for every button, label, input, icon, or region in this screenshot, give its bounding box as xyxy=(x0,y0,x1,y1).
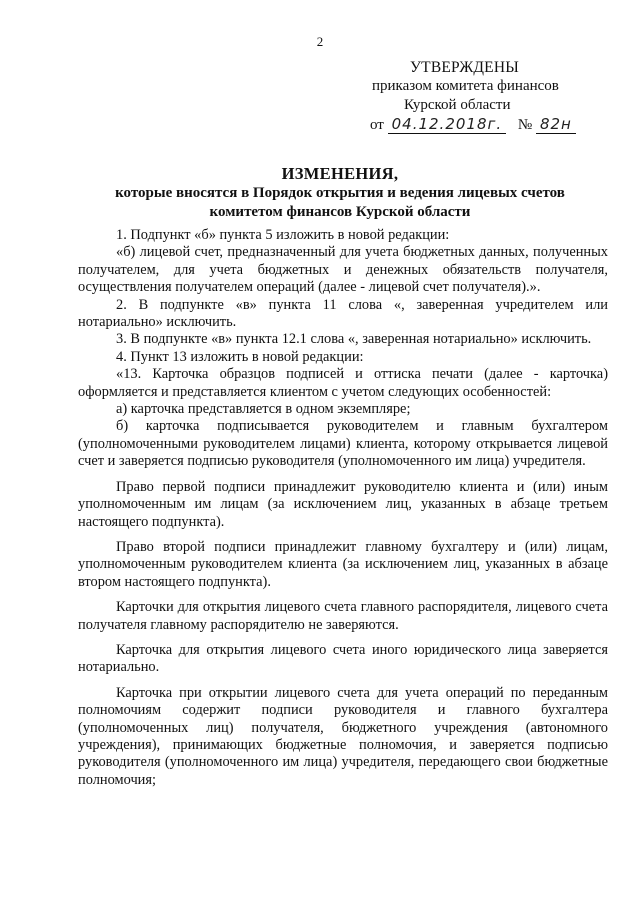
paragraph: Право первой подписи принадлежит руководителю клиента и (или) иным уполномоченным им лицам (за исключением лиц, указанных в абзаце третьем настоящего подпункта). xyxy=(78,478,608,530)
paragraph: Право второй подписи принадлежит главному бухгалтеру и (или) лицам, уполномоченным руководителем клиента (за исключением лиц, указанных в абзаце втором настоящего подпункта). xyxy=(78,538,608,590)
paragraph: Карточки для открытия лицевого счета главного распорядителя, лицевого счета получателя главному распорядителю не заверяются. xyxy=(78,599,608,633)
approval-title: УТВЕРЖДЕНЫ xyxy=(410,59,519,76)
approval-block xyxy=(366,58,596,137)
paragraph: 4. Пункт 13 изложить в новой редакции: xyxy=(116,348,364,365)
paragraph: 2. В подпункте «в» пункта 11 слова «, заверенная учредителем или нотариально» исключить. xyxy=(78,296,608,331)
heading-title: ИЗМЕНЕНИЯ, xyxy=(281,164,399,183)
approval-region-line: Курской области xyxy=(404,97,511,113)
paragraph: б) карточка подписывается руководителем и главным бухгалтером (уполномоченными руководителем лицами) клиента, которому открывается лицевой счет и заверяется подписью руководителя (уполномоченного им лица) учредителя. xyxy=(78,418,608,470)
document-heading xyxy=(60,164,620,222)
paragraph: «13. Карточка образцов подписей и оттиска печати (далее - карточка) оформляется и представляется клиентом с учетом следующих особенностей: xyxy=(78,366,608,400)
page-number: 2 xyxy=(316,34,324,49)
from-label: от xyxy=(370,117,384,133)
document-body xyxy=(78,227,608,789)
paragraph: 3. В подпункте «в» пункта 12.1 слова «, заверенная нотариально» исключить. xyxy=(116,331,592,348)
approval-date-number-line xyxy=(366,115,596,137)
paragraph: Карточка при открытии лицевого счета для учета операций по переданным полномочиям содержит подписи руководителя и главного бухгалтера (уполномоченных лиц) получателя, бюджетного учреждения (автономного учреждения), принимающих бюджетные полномочия, и заверяется подписью руководителя (уполномоченного им лица) учредителя, передающего свои бюджетные полномочия; xyxy=(78,684,608,788)
handwritten-number: 82н xyxy=(536,115,576,134)
heading-subtitle-line1: которые вносятся в Порядок открытия и ведения лицевых счетов xyxy=(115,185,565,201)
paragraph: а) карточка представляется в одном экземпляре; xyxy=(116,401,411,418)
paragraph: «б) лицевой счет, предназначенный для учета бюджетных данных, полученных получателем, для учета бюджетных и денежных обязательств получателя, осуществления получателем операций (далее - лицевой счет получателя).». xyxy=(78,244,608,296)
paragraph: Карточка для открытия лицевого счета иного юридического лица заверяется нотариально. xyxy=(78,641,608,676)
heading-subtitle-line2: комитетом финансов Курской области xyxy=(209,204,471,220)
approval-order-line: приказом комитета финансов xyxy=(372,78,559,94)
number-label: № xyxy=(517,117,533,133)
handwritten-date: 04.12.2018г. xyxy=(388,115,507,134)
paragraph: 1. Подпункт «б» пункта 5 изложить в новой редакции: xyxy=(116,227,450,243)
